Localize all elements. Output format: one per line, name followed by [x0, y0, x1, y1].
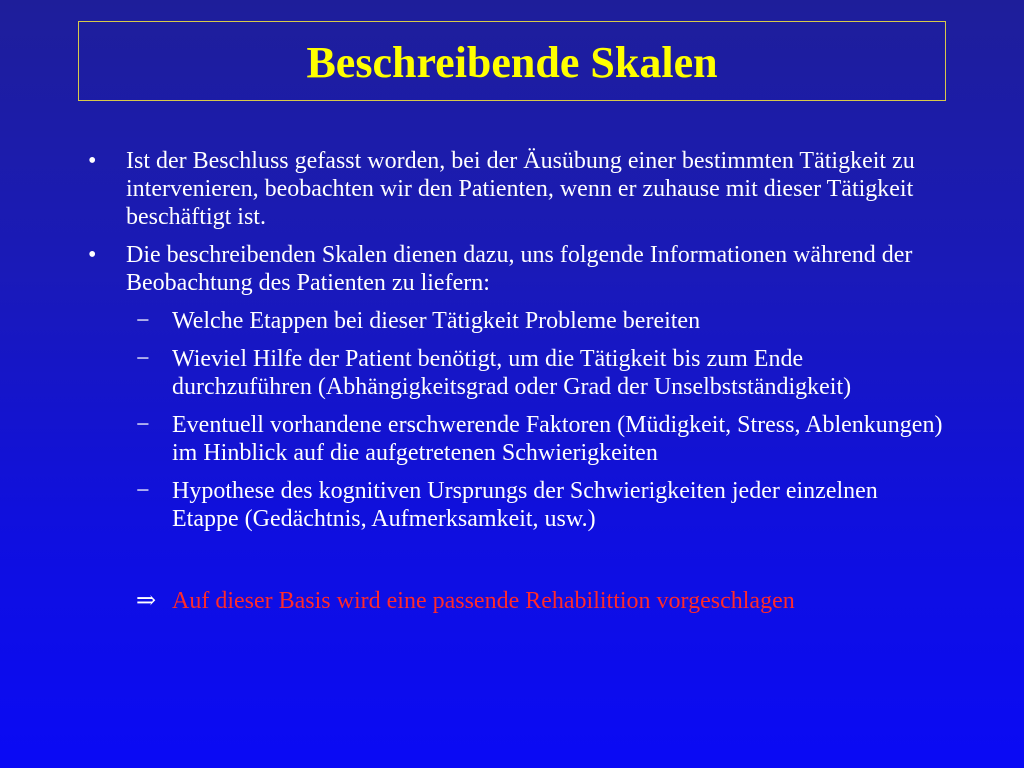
sub-item	[84, 477, 944, 533]
slide-content	[84, 147, 944, 615]
dash-marker: −	[136, 308, 150, 334]
bullet-text: Ist der Beschluss gefasst worden, bei der Äusübung einer bestimmten Tätigkeit zu intervenieren, beobachten wir den Patienten, wenn er zuhause mit dieser Tätigkeit beschäftigt ist.	[126, 148, 915, 230]
bullet-item	[84, 147, 944, 231]
sub-item-text: Hypothese des kognitiven Ursprungs der Schwierigkeiten jeder einzelnen Etappe (Gedächtnis, Aufmerksamkeit, usw.)	[172, 478, 878, 532]
dash-marker: −	[136, 478, 150, 504]
bullet-text: Die beschreibenden Skalen dienen dazu, uns folgende Informationen während der Beobachtung des Patienten zu liefern:	[126, 242, 913, 296]
sub-item	[84, 411, 944, 467]
bullet-marker: •	[88, 242, 97, 268]
bullet-item	[84, 241, 944, 297]
slide-title: Beschreibende Skalen	[306, 38, 718, 87]
conclusion-text: Auf dieser Basis wird eine passende Rehabilittion vorgeschlagen	[172, 588, 795, 614]
bullet-marker: •	[88, 148, 97, 174]
dash-marker: −	[136, 412, 150, 438]
sub-item-text: Wieviel Hilfe der Patient benötigt, um die Tätigkeit bis zum Ende durchzuführen (Abhängigkeitsgrad oder Grad der Unselbstständigkeit)	[172, 346, 852, 400]
dash-marker: −	[136, 346, 150, 372]
arrow-icon: ⇒	[136, 588, 157, 614]
conclusion	[84, 587, 944, 615]
sub-item-text: Eventuell vorhandene erschwerende Faktoren (Müdigkeit, Stress, Ablenkungen) im Hinblick auf die aufgetretenen Schwierigkeiten	[172, 412, 943, 466]
sub-item	[84, 307, 944, 335]
title-box	[78, 21, 946, 101]
sub-item-text: Welche Etappen bei dieser Tätigkeit Probleme bereiten	[172, 308, 701, 334]
sub-item	[84, 345, 944, 401]
